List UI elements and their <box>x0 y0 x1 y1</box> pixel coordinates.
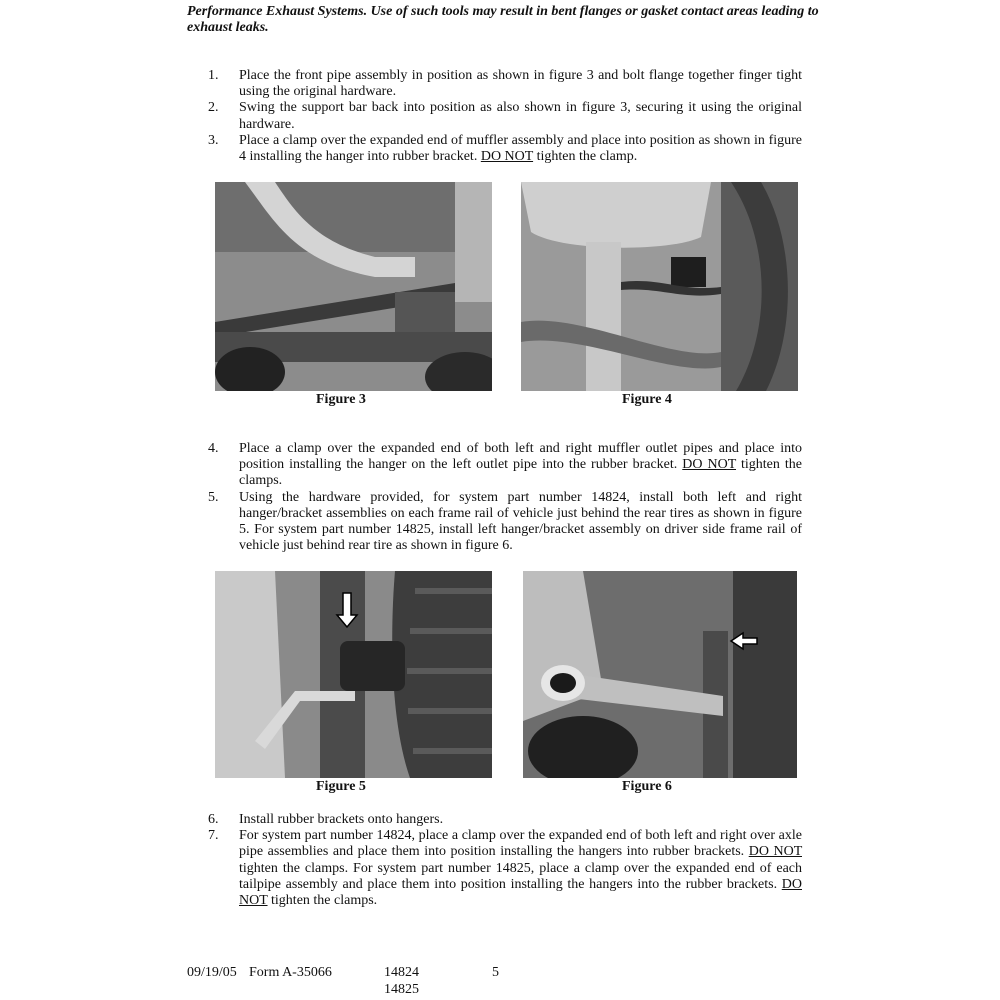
footer-date: 09/19/05 <box>187 965 237 980</box>
step-number: 7. <box>208 828 219 844</box>
step-text-segment: Place a clamp over the expanded end of both left and right muffler outlet pipes and place into position installing the hanger on the left outlet pipe into the rubber bracket. <box>239 441 802 473</box>
step-text <box>239 100 802 132</box>
step-number: 4. <box>208 441 219 456</box>
underbody-front-pipe-image <box>215 182 492 391</box>
step-text-segment: Place the front pipe assembly in position as shown in figure 3 and bolt flange together finger tight using the original hardware. <box>239 68 802 100</box>
instruction-step <box>208 490 802 555</box>
step-text-segment: tighten the clamps. <box>239 457 802 489</box>
step-text-segment: Install rubber brackets onto hangers. <box>239 812 444 827</box>
steps-1-3 <box>208 68 802 165</box>
step-text <box>239 812 802 828</box>
instruction-step <box>208 133 802 165</box>
footer-part-number-1: 14824 <box>384 965 419 980</box>
figure-6-photo <box>523 571 797 778</box>
step-text-segment: tighten the clamps. <box>267 893 378 909</box>
step-text-segment: For system part number 14824, place a clamp over the expanded end of both left and right over axle pipe assemblies and place them into position installing the hangers into rubber brackets. <box>239 828 802 860</box>
instruction-step <box>208 100 802 132</box>
step-text-segment: DO NOT <box>239 876 802 909</box>
figure-5-caption: Figure 5 <box>316 779 366 794</box>
step-text-segment: tighten the clamps. For system part number 14825, place a clamp over the expanded end of each tailpipe assembly and place them into position installing the hangers into the rubber brackets. <box>239 860 802 892</box>
step-number: 2. <box>208 100 219 116</box>
step-number: 3. <box>208 132 219 148</box>
figure-5-photo <box>215 571 492 778</box>
figure-3-photo <box>215 182 492 391</box>
step-text <box>239 490 802 555</box>
steps-4-5 <box>208 441 802 554</box>
step-text-segment: DO NOT <box>480 149 534 165</box>
step-number: 6. <box>208 812 219 827</box>
instruction-step <box>208 68 802 100</box>
step-text-segment: DO NOT <box>682 457 737 473</box>
steps-6-7 <box>208 812 802 909</box>
step-number: 5. <box>208 489 219 505</box>
figure-4-caption: Figure 4 <box>622 392 672 407</box>
step-text-segment: Swing the support bar back into position as also shown in figure 3, securing it using the original hardware. <box>239 100 802 132</box>
step-text <box>239 68 802 100</box>
page-header: Performance Exhaust Systems. Use of such tools may result in bent flanges or gasket contact areas leading to exhaust leaks. <box>187 4 819 35</box>
hanger-bracket-frame-image <box>215 571 492 778</box>
step-text <box>239 828 802 909</box>
step-text-segment: tighten the clamp. <box>533 149 638 165</box>
step-text-segment: DO NOT <box>748 844 802 860</box>
instruction-step <box>208 441 802 490</box>
step-number: 1. <box>208 68 219 83</box>
step-text <box>239 133 802 165</box>
figure-6-caption: Figure 6 <box>622 779 672 794</box>
footer-page-number: 5 <box>492 965 499 980</box>
step-text <box>239 441 802 490</box>
footer-form-number: Form A-35066 <box>249 965 332 980</box>
instruction-step <box>208 812 802 828</box>
step-text-segment: Using the hardware provided, for system part number 14824, install both left and right hanger/bracket assemblies on each frame rail of vehicle just behind the rear tires as shown in figure 5. For system part number 14825, install left hanger/bracket assembly on driver side frame rail of vehicle just behind rear tire as shown in figure 6. <box>239 489 802 554</box>
muffler-hanger-image <box>521 182 798 391</box>
figure-3-caption: Figure 3 <box>316 392 366 407</box>
step-text-segment: Place a clamp over the expanded end of muffler assembly and place into position as shown in figure 4 installing the hanger into rubber bracket. <box>239 132 802 165</box>
tailpipe-hanger-image <box>523 571 797 778</box>
instruction-step <box>208 828 802 909</box>
figure-4-photo <box>521 182 798 391</box>
footer-part-number-2: 14825 <box>384 982 419 997</box>
